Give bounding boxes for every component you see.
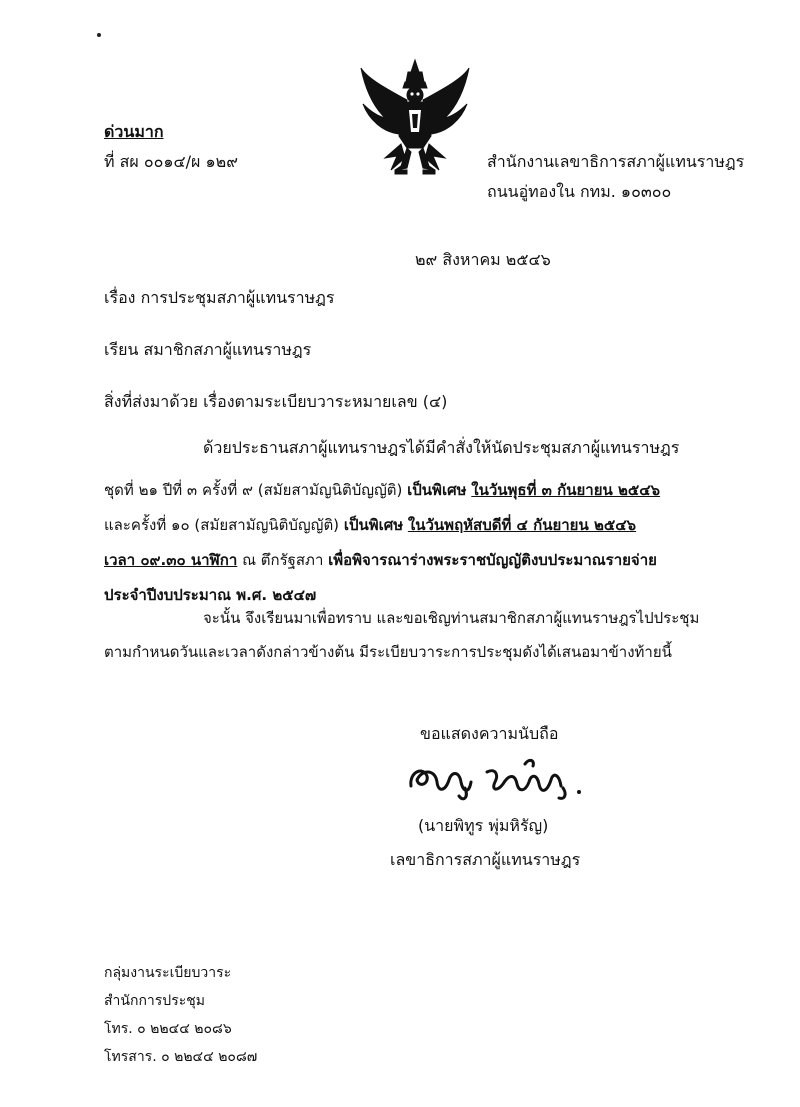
office-name: สำนักงานเลขาธิการสภาผู้แทนราษฎร bbox=[487, 152, 745, 171]
handwritten-signature-icon bbox=[405, 752, 590, 802]
session-info-2: และครั้งที่ ๑๐ (สมัยสามัญนิติบัญญัติ) bbox=[104, 516, 344, 534]
body-paragraph-1-line-3 bbox=[104, 513, 636, 537]
footer-department: กลุ่มงานระเบียบวาระ bbox=[104, 965, 232, 981]
meeting-time: เวลา ๐๙.๓๐ นาฬิกา bbox=[104, 551, 238, 569]
body-paragraph-2-line-2: ตามกำหนดวันและเวลาดังกล่าวข้างต้น มีระเบียบวาระการประชุมดังได้เสนอมาข้างท้ายนี้ bbox=[104, 643, 672, 661]
letter-subject: เรื่อง การประชุมสภาผู้แทนราษฎร bbox=[104, 288, 335, 307]
scan-speck bbox=[97, 33, 101, 37]
meeting-date-2: ในวันพฤหัสบดีที่ ๔ กันยายน ๒๕๔๖ bbox=[407, 516, 637, 534]
body-paragraph-2-line-1: จะนั้น จึงเรียนมาเพื่อทราบ และขอเชิญท่านสมาชิกสภาผู้แทนราษฎรไปประชุม bbox=[203, 609, 700, 627]
meeting-purpose: เพื่อพิจารณาร่างพระราชบัญญัติงบประมาณรายจ่าย bbox=[328, 551, 657, 569]
letter-date: ๒๙ สิงหาคม ๒๕๔๖ bbox=[415, 250, 551, 269]
body-paragraph-1-line-1: ด้วยประธานสภาผู้แทนราษฎรได้มีคำสั่งให้นัดประชุมสภาผู้แทนราษฎร bbox=[203, 438, 680, 457]
reference-number: ที่ สผ ๐๐๑๔/ผ ๑๒๙ bbox=[104, 152, 238, 171]
letter-recipient: เรียน สมาชิกสภาผู้แทนราษฎร bbox=[104, 340, 312, 359]
special-marker-2: เป็นพิเศษ bbox=[343, 516, 404, 534]
letter-enclosure: สิ่งที่ส่งมาด้วย เรื่องตามระเบียบวาระหมายเลข (๔) bbox=[104, 392, 448, 411]
urgency-label: ด่วนมาก bbox=[104, 122, 164, 141]
meeting-date-1: ในวันพุธที่ ๓ กันยายน ๒๕๔๖ bbox=[471, 481, 661, 499]
footer-fax: โทรสาร. ๐ ๒๒๔๔ ๒๐๘๗ bbox=[104, 1049, 258, 1065]
special-marker: เป็นพิเศษ bbox=[407, 481, 467, 499]
body-paragraph-1-line-2 bbox=[104, 478, 660, 502]
meeting-venue: ณ ตึกรัฐสภา bbox=[237, 551, 329, 569]
body-paragraph-1-line-4 bbox=[104, 548, 657, 572]
garuda-emblem-icon bbox=[355, 58, 475, 180]
footer-phone: โทร. ๐ ๒๒๔๔ ๒๐๘๖ bbox=[104, 1021, 232, 1037]
body-paragraph-1-line-5: ประจำปีงบประมาณ พ.ศ. ๒๕๔๗ bbox=[104, 586, 317, 604]
signer-name: (นายพิทูร พุ่มหิรัญ) bbox=[418, 816, 549, 835]
office-address: ถนนอู่ทองใน กทม. ๑๐๓๐๐ bbox=[487, 182, 672, 201]
footer-bureau: สำนักการประชุม bbox=[104, 993, 205, 1009]
signer-title: เลขาธิการสภาผู้แทนราษฎร bbox=[390, 850, 581, 869]
closing-salutation: ขอแสดงความนับถือ bbox=[420, 724, 559, 743]
session-info: ชุดที่ ๒๑ ปีที่ ๓ ครั้งที่ ๙ (สมัยสามัญนิติบัญญัติ) bbox=[104, 481, 408, 499]
